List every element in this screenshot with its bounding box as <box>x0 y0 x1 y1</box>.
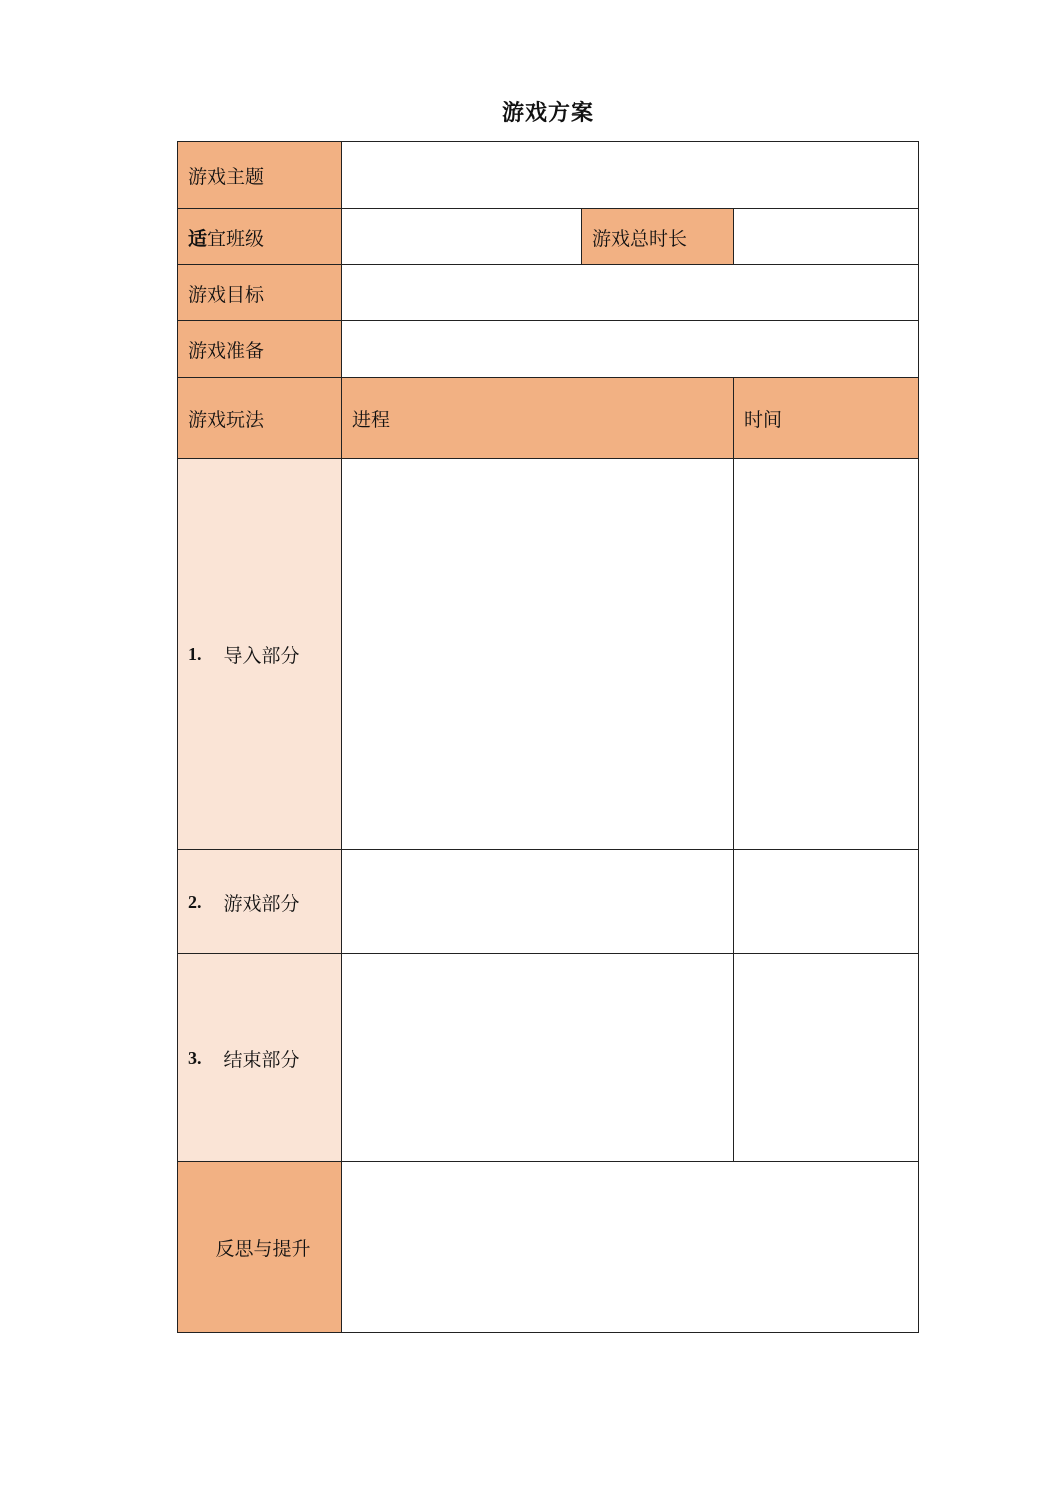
duration-label <box>582 209 734 265</box>
end-progress-cell[interactable] <box>342 954 734 1162</box>
play-label-text: 游戏玩法 <box>188 409 265 431</box>
row-divider <box>177 264 919 265</box>
col-divider <box>733 208 734 265</box>
prep-value-cell[interactable] <box>342 321 918 378</box>
class-label <box>178 209 342 265</box>
intro-progress-cell[interactable] <box>342 459 734 850</box>
goal-value-cell[interactable] <box>342 265 918 321</box>
row-divider <box>177 953 919 954</box>
class-label-bold: 适 <box>188 227 208 250</box>
row-divider <box>177 1161 919 1162</box>
intro-time-cell[interactable] <box>734 459 918 850</box>
section-label-text: 导入部分 <box>223 645 300 667</box>
row-divider <box>177 458 919 459</box>
duration-value-cell[interactable] <box>734 209 918 265</box>
section-number: 3. <box>188 1047 202 1068</box>
row-divider <box>177 320 919 321</box>
class-value-cell[interactable] <box>342 209 582 265</box>
row-divider <box>177 208 919 209</box>
section-number: 2. <box>188 891 202 912</box>
class-label-rest: 宜班级 <box>207 227 265 250</box>
progress-header-text: 进程 <box>352 409 391 431</box>
row-divider <box>177 849 919 850</box>
section-label-end <box>178 954 342 1162</box>
play-label <box>178 378 342 459</box>
theme-label <box>178 142 342 209</box>
col-divider <box>733 377 734 1162</box>
page-title: 游戏方案 <box>501 101 594 126</box>
goal-label <box>178 265 342 321</box>
duration-label-text: 游戏总时长 <box>592 227 688 250</box>
section-label-game <box>178 850 342 954</box>
section-label-intro <box>178 459 342 850</box>
section-number: 1. <box>188 644 202 664</box>
row-divider <box>177 377 919 378</box>
goal-label-text: 游戏目标 <box>188 283 265 306</box>
col-divider <box>341 141 342 1333</box>
end-time-cell[interactable] <box>734 954 918 1162</box>
game-progress-cell[interactable] <box>342 850 734 954</box>
reflection-label <box>178 1162 342 1333</box>
progress-header <box>342 378 734 459</box>
col-divider <box>581 208 582 265</box>
section-label-text: 游戏部分 <box>223 892 300 915</box>
table-border-bottom <box>177 1332 919 1333</box>
prep-label <box>178 321 342 378</box>
game-time-cell[interactable] <box>734 850 918 954</box>
time-header-text: 时间 <box>744 409 783 431</box>
reflection-label-text: 反思与提升 <box>215 1238 311 1260</box>
table-border-top <box>177 141 919 142</box>
section-label-text: 结束部分 <box>223 1048 300 1071</box>
reflection-value-cell[interactable] <box>342 1162 918 1333</box>
theme-value-cell[interactable] <box>342 142 918 209</box>
time-header <box>734 378 918 459</box>
prep-label-text: 游戏准备 <box>188 340 265 362</box>
theme-label-text: 游戏主题 <box>188 166 265 188</box>
